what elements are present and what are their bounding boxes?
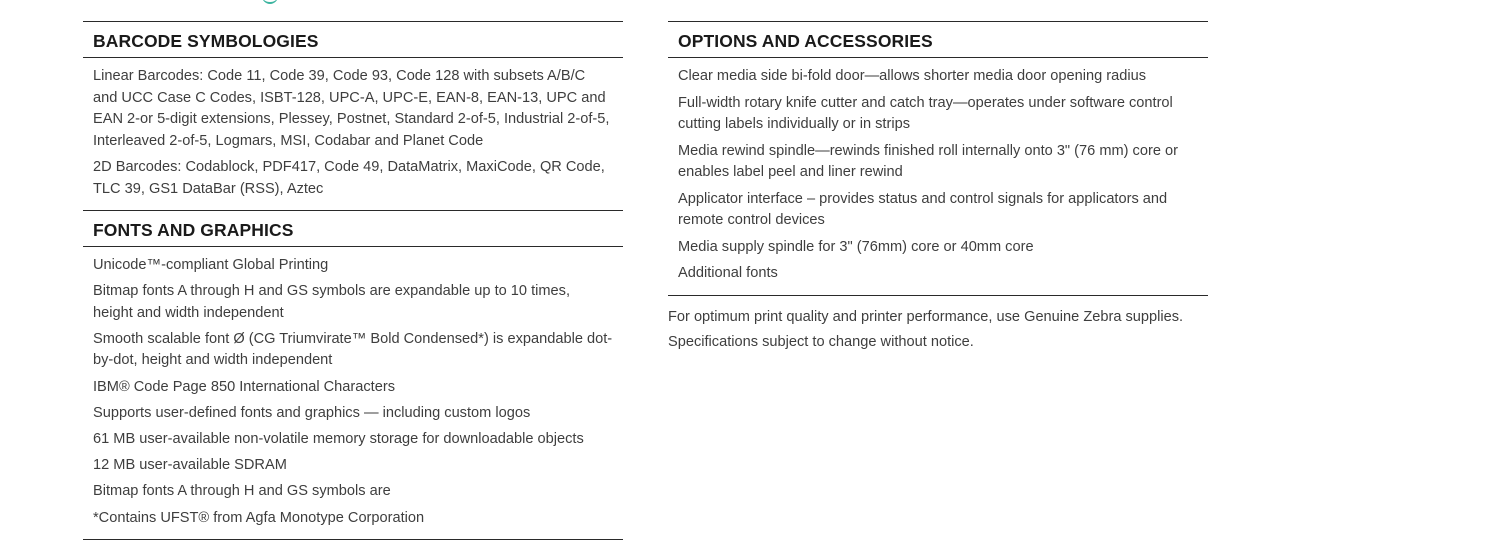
- options-and-accessories-section: [668, 21, 1208, 296]
- list-item: 12 MB user-available SDRAM: [93, 457, 287, 474]
- fonts-and-graphics-title: FONTS AND GRAPHICS: [83, 211, 623, 247]
- options-and-accessories-list: [668, 58, 1208, 295]
- barcode-symbologies-title: BARCODE SYMBOLOGIES: [83, 22, 623, 58]
- list-item: 61 MB user-available non-volatile memory storage for downloadable objects: [93, 430, 584, 447]
- right-column: [668, 21, 1208, 296]
- list-item: Smooth scalable font Ø (CG Triumvirate™ Bold Condensed*) is expandable dot-by-dot, height and width independent: [93, 330, 613, 369]
- left-column: [83, 21, 623, 540]
- list-item: IBM® Code Page 850 International Characters: [93, 378, 395, 395]
- list-item: Clear media side bi-fold door—allows shorter media door opening radius: [678, 68, 1147, 84]
- disclaimer-note: Specifications subject to change without notice.: [668, 334, 974, 350]
- barcode-symbologies-list: [83, 58, 623, 210]
- list-item: Full-width rotary knife cutter and catch tray—operates under software control cutting labels individually or in strips: [678, 94, 1173, 132]
- accent-mark: [262, 0, 278, 4]
- options-and-accessories-title: OPTIONS AND ACCESSORIES: [668, 22, 1208, 58]
- barcode-symbologies-section: [83, 21, 623, 210]
- list-item: Media rewind spindle—rewinds finished roll internally onto 3" (76 mm) core or enables label peel and liner rewind: [678, 142, 1178, 180]
- fonts-and-graphics-section: [83, 210, 623, 540]
- list-item: 2D Barcodes: Codablock, PDF417, Code 49, DataMatrix, MaxiCode, QR Code, TLC 39, GS1 DataBar (RSS), Aztec: [93, 159, 605, 197]
- list-item: Bitmap fonts A through H and GS symbols are: [93, 483, 391, 500]
- list-item: Additional fonts: [678, 265, 778, 281]
- list-item: Bitmap fonts A through H and GS symbols are expandable up to 10 times, height and width independent: [93, 283, 571, 321]
- list-item: Applicator interface – provides status and control signals for applicators and remote control devices: [678, 190, 1168, 228]
- list-item: Supports user-defined fonts and graphics — including custom logos: [93, 404, 531, 421]
- supplies-note: For optimum print quality and printer performance, use Genuine Zebra supplies.: [668, 309, 1184, 325]
- footnotes: [668, 305, 1228, 355]
- fonts-and-graphics-list: [83, 247, 623, 539]
- list-item: Unicode™-compliant Global Printing: [93, 257, 329, 273]
- list-item: Media supply spindle for 3" (76mm) core or 40mm core: [678, 238, 1034, 255]
- list-item: Linear Barcodes: Code 11, Code 39, Code 93, Code 128 with subsets A/B/C and UCC Case C Codes, ISBT-128, UPC-A, UPC-E, EAN-8, EAN-13, UPC and EAN 2-or 5-digit extensions, Plessey, Postnet, Standard 2-of-5, Industrial 2-of-5, Interleaved 2-of-5, Logmars, MSI, Codabar and Planet Code: [93, 68, 610, 149]
- list-item: *Contains UFST® from Agfa Monotype Corporation: [93, 509, 425, 526]
